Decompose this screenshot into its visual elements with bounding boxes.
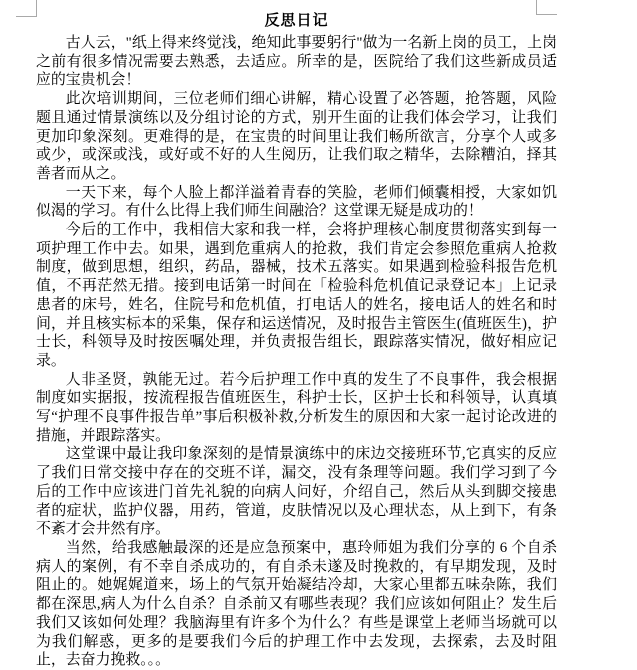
document-title: 反思日记 xyxy=(264,13,329,29)
document-body xyxy=(36,12,557,670)
paragraph-intro: 古人云，"纸上得来终觉浅，绝知此事要躬行"做为一名新上岗的员工，上岗之前有很多情况需要去熟悉，去适应。所幸的是，医院给了我们这些新成员适应的宝贵机会！ xyxy=(36,35,557,89)
paragraph-future-work: 今后的工作中，我相信大家和我一样，会将护理核心制度贯彻落实到每一项护理工作中去。如果，遇到危重病人的抢救，我们肯定会参照危重病人抢救制度，做到思想，组织，药品，器械，技术五落实。如果遇到检验科报告危机值，不再茫然无措。接到电话第一时间在「检验科危机值记录登记本」上记录患者的床号，姓名，住院号和危机值，打电话人的姓名，接电话人的姓名和时间，并且核实标本的采集，保存和运送情况，及时报告主管医生(值班医生)，护士长，科领导及时按医嘱处理，并负责报告组长，跟踪落实情况，做好相应记录。 xyxy=(36,222,557,369)
paragraph-day-summary: 一天下来，每个人脸上都洋溢着青春的笑脸，老师们倾囊相授，大家如饥似渴的学习。有什么比得上我们师生间融洽？这堂课无疑是成功的！ xyxy=(36,184,557,220)
paragraph-emergency-cases: 当然，给我感触最深的还是应急预案中，惠玲师姐为我们分享的 6 个自杀病人的案例，有不幸自杀成功的，有自杀未遂及时挽救的，有早期发现，及时阻止的。她娓娓道来，场上的气氛开始凝结冷却，大家心里都五味杂陈，我们都在深思,病人为什么自杀？自杀前又有哪些表现？我们应该如何阻止？发生后我们又该如何处理？我脑海里有许多个为什么？有些是课堂上老师当场就可以为我们解惑，更多的是要我们今后的护理工作中去发现，去探索，去及时阻止，去奋力挽救。。。 xyxy=(36,539,557,669)
paragraph-training: 此次培训期间，三位老师们细心讲解，精心设置了必答题，抢答题，风险题且通过情景演练以及分组讨论的方式，别开生面的让我们体会学习，让我们更加印象深刻。更难得的是，在宝贵的时间里让我们畅所欲言，分享个人或多或少，或深或浅，或好或不好的人生阅历，让我们取之精华，去除糟泊，择其善者而从之。 xyxy=(36,91,557,182)
paragraph-adverse-events: 人非圣贤，孰能无过。若今后护理工作中真的发生了不良事件，我会根据制度如实据报，按流程报告值班医生，科护士长，区护士长和科领导，认真填写“护理不良事件报告单”事后积极补救,分析发生的原因和大家一起讨论改进的措施，并跟踪落实。 xyxy=(36,371,557,444)
paragraph-bedside-handover: 这堂课中最让我印象深刻的是情景演练中的床边交接班环节,它真实的反应了我们日常交接中存在的交班不详，漏交，没有条理等问题。我们学习到了今后的工作中应该进门首先礼貌的向病人问好，介绍自己，然后从头到脚交接患者的症状，监护仪器，用药，管道，皮肤情况以及心理状态，从上到下，有条不紊才会井然有序。 xyxy=(36,446,557,538)
crop-mark-top-left xyxy=(16,0,37,17)
